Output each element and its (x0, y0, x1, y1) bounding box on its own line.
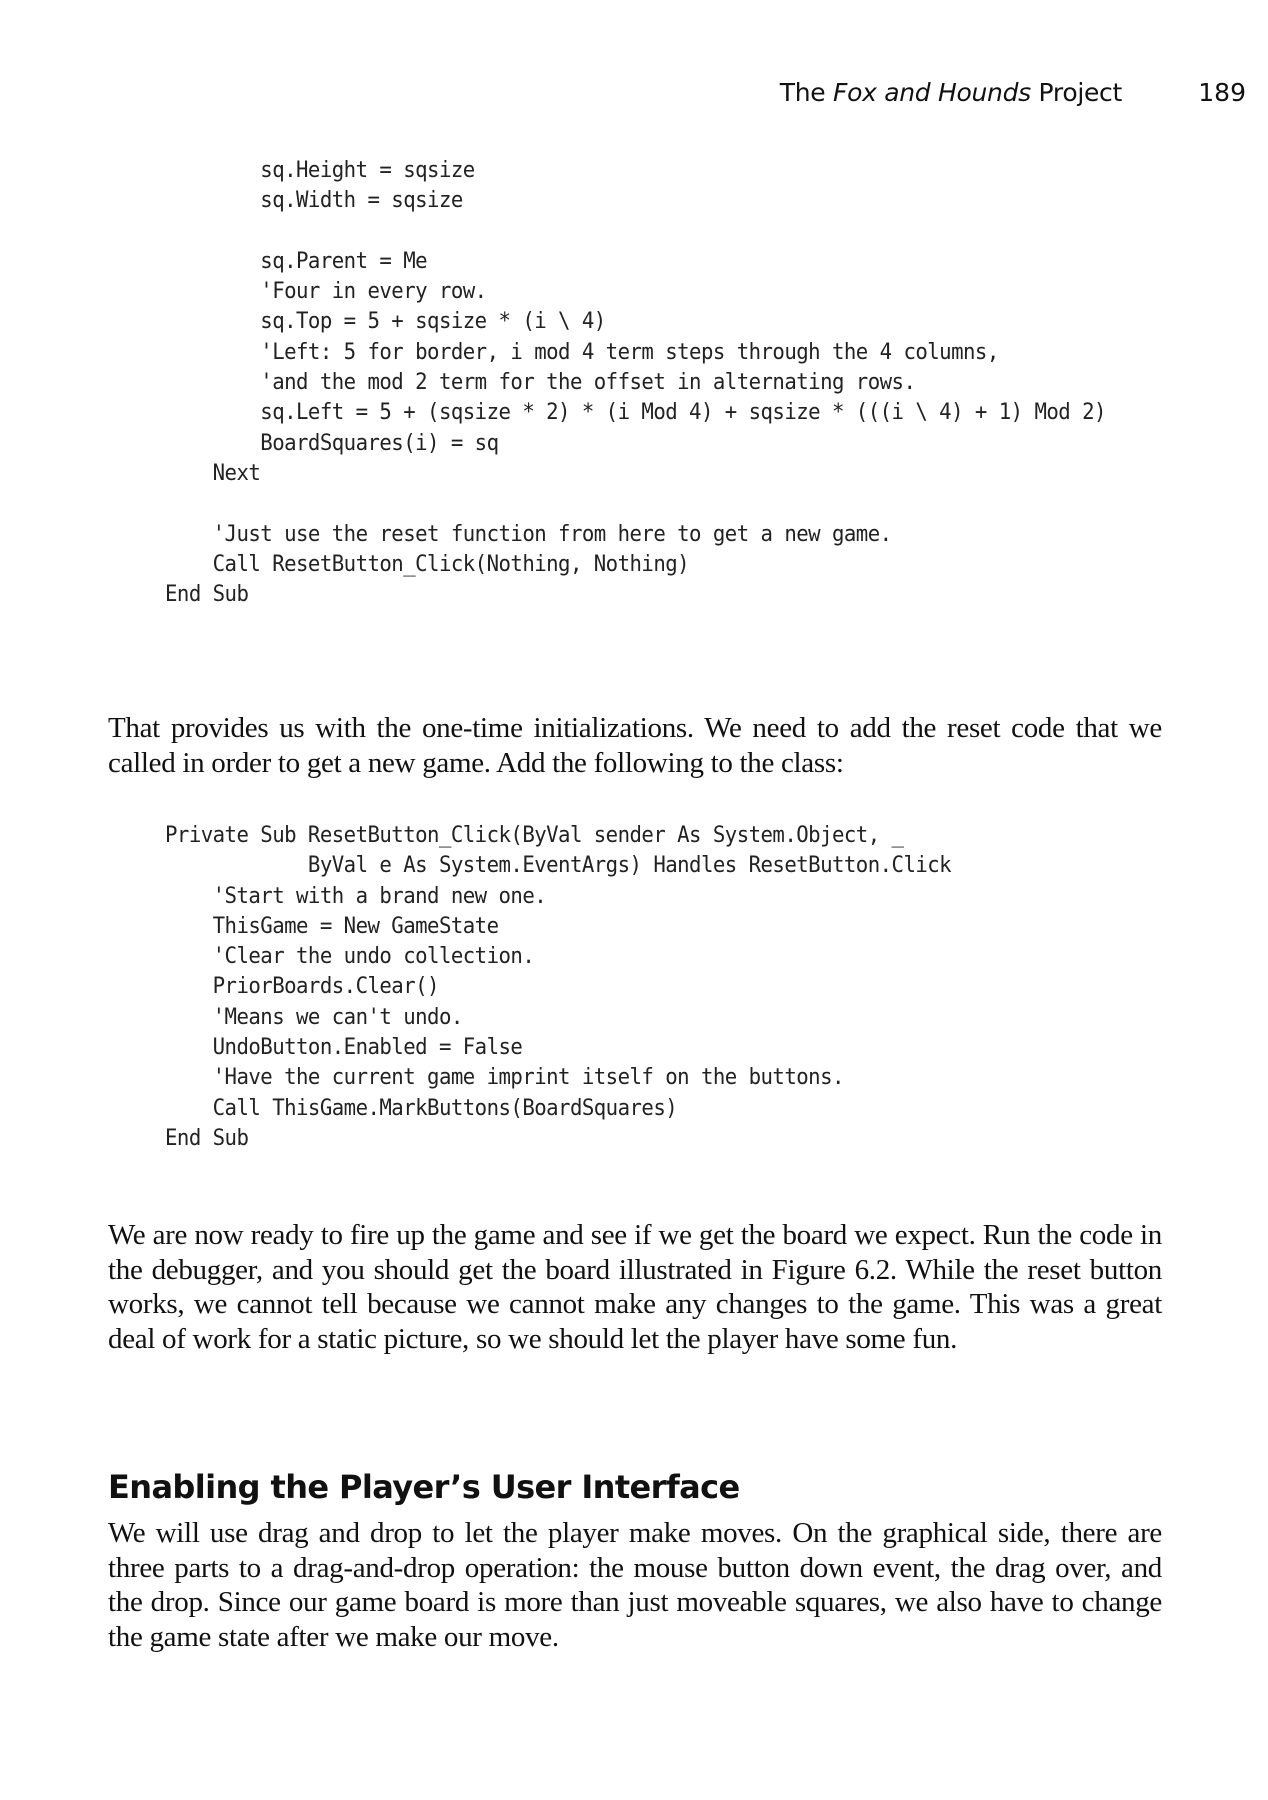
code-line: sq.Height = sqsize (165, 157, 475, 183)
body-paragraph-2: We are now ready to fire up the game and see if we get the board we expect. Run the code in the debugger, and you should get the board illustrated in Figure 6.2. While the reset button works, we cannot tell because we cannot make any changes to the game. This was a great deal of work for a static picture, so we should let the player have some fun. (108, 1219, 1162, 1355)
code-line: 'Left: 5 for border, i mod 4 term steps through the 4 columns, (165, 338, 999, 365)
code-line: End Sub (165, 581, 249, 608)
code-line: sq.Left = 5 + (sqsize * 2) * (i Mod 4) + sqsize * (((i \ 4) + 1) Mod 2) (165, 399, 1106, 426)
code-line: Private Sub ResetButton_Click(ByVal sender As System.Object, _ (165, 822, 904, 848)
body-paragraph-1: That provides us with the one-time initializations. We need to add the reset code that we called in order to get a new game. Add the following to the class: (108, 712, 1162, 779)
page-number: 189 (1198, 78, 1246, 107)
title-prefix: The (779, 78, 834, 107)
code-line: UndoButton.Enabled = False (165, 1034, 523, 1061)
code-line: sq.Top = 5 + sqsize * (i \ 4) (165, 308, 606, 335)
code-line: 'and the mod 2 term for the offset in alternating rows. (165, 369, 916, 396)
code-line (165, 488, 1106, 518)
code-line: BoardSquares(i) = sq (165, 429, 499, 456)
body-paragraph-3: We will use drag and drop to let the player make moves. On the graphical side, there are three parts to a drag-and-drop operation: the mouse button down event, the drag over, and the drop. Since our game board is more than just moveable squares, we also have to change the game state after we make our move. (108, 1517, 1162, 1653)
code-block-2 (165, 820, 951, 1153)
code-line: PriorBoards.Clear() (165, 973, 439, 1000)
code-block-1 (165, 155, 1106, 609)
code-line: Next (165, 459, 261, 486)
code-line: sq.Width = sqsize (165, 187, 463, 214)
code-line (165, 216, 1106, 246)
running-header (0, 78, 1268, 118)
code-line: 'Means we can't undo. (165, 1003, 463, 1030)
running-header-title (780, 78, 1122, 107)
code-line: Call ResetButton_Click(Nothing, Nothing) (165, 550, 690, 577)
code-line: sq.Parent = Me (165, 247, 428, 274)
code-line: End Sub (165, 1124, 249, 1151)
code-line: 'Four in every row. (165, 278, 487, 305)
section-heading: Enabling the Player’s User Interface (108, 1468, 740, 1506)
code-line: 'Start with a brand new one. (165, 882, 547, 909)
code-line: 'Just use the reset function from here to get a new game. (165, 520, 892, 547)
code-line: 'Clear the undo collection. (165, 943, 535, 970)
title-suffix: Project (1030, 78, 1122, 107)
title-italic: Fox and Hounds (833, 78, 1031, 107)
code-line: Call ThisGame.MarkButtons(BoardSquares) (165, 1094, 678, 1121)
code-line: ThisGame = New GameState (165, 912, 499, 939)
code-line: 'Have the current game imprint itself on the buttons. (165, 1064, 844, 1091)
code-line: ByVal e As System.EventArgs) Handles ResetButton.Click (165, 852, 952, 879)
